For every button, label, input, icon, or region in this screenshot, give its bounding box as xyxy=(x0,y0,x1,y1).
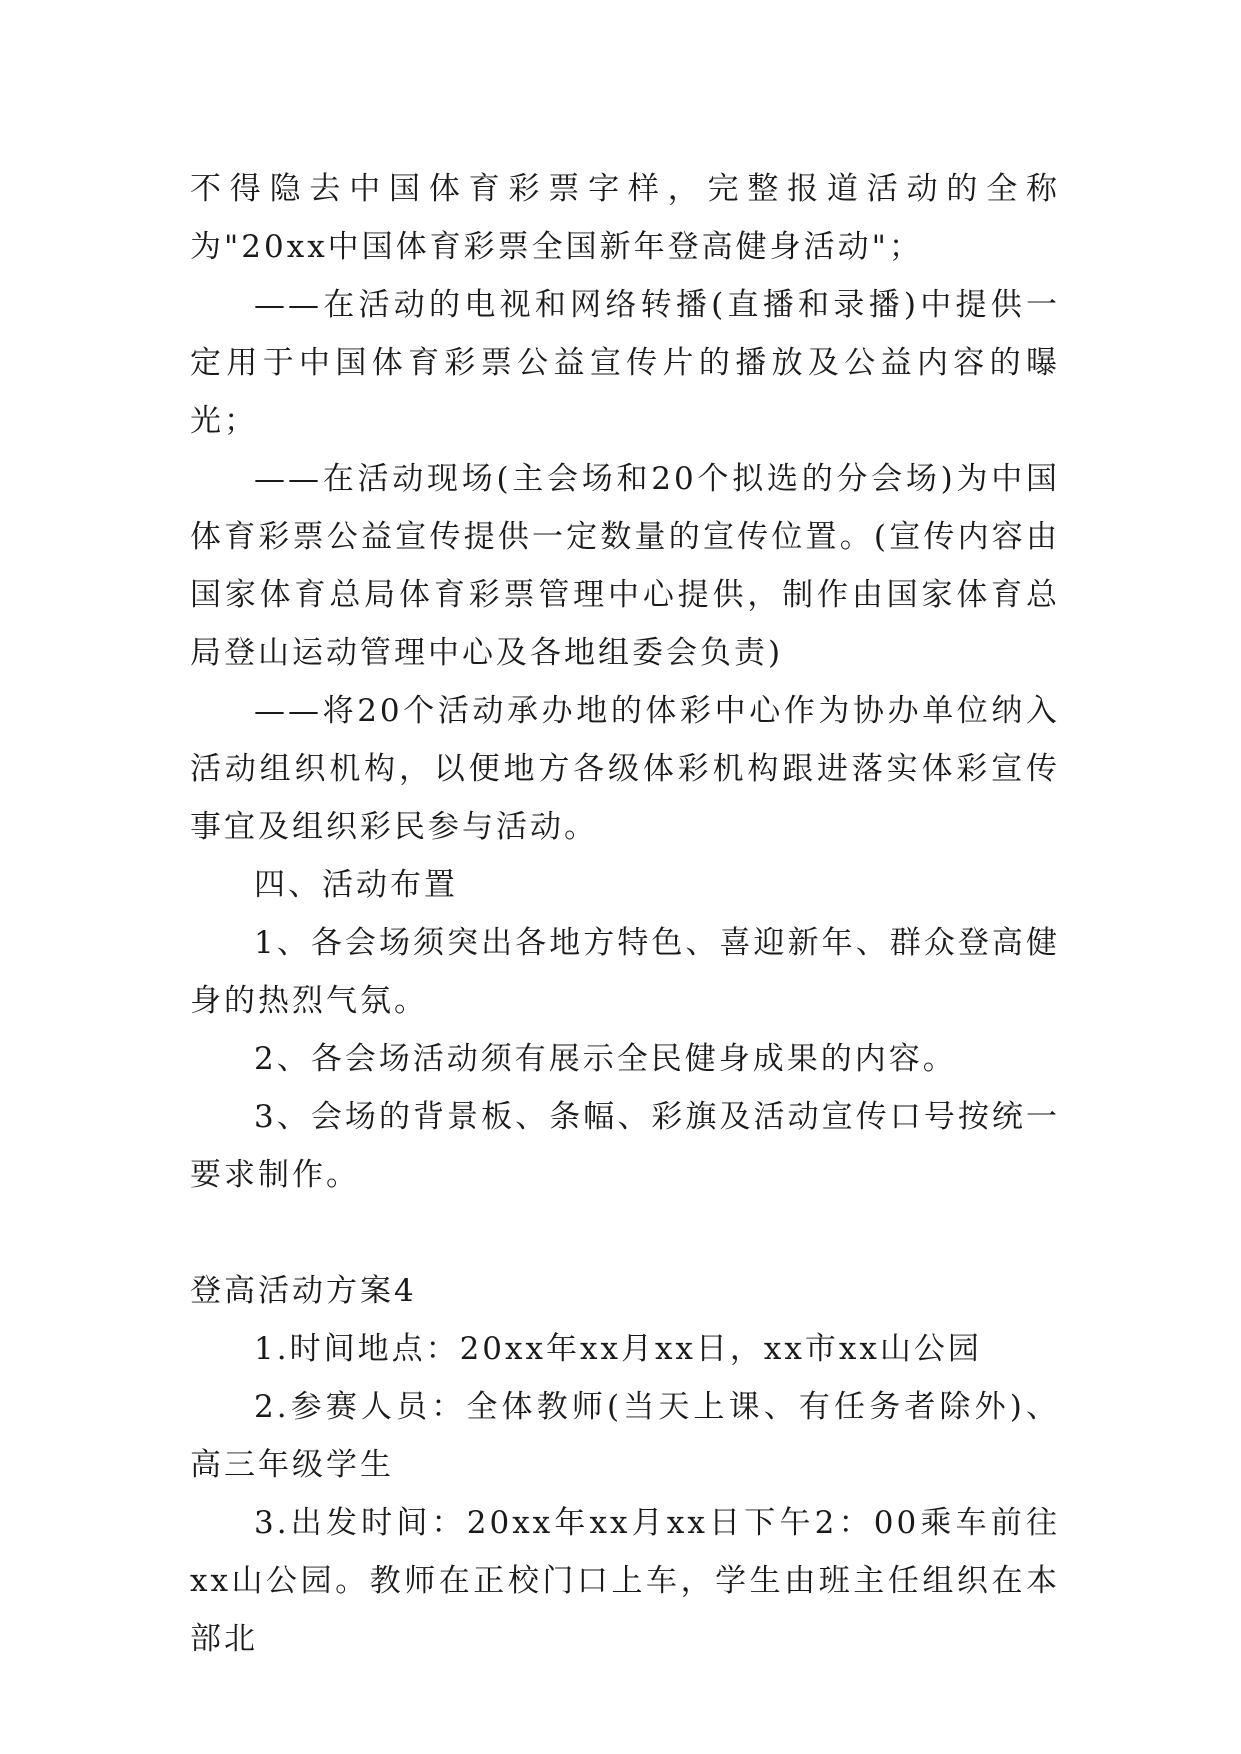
paragraph-continuation: 不得隐去中国体育彩票字样，完整报道活动的全称为"20xx中国体育彩票全国新年登高健身活动"； xyxy=(190,171,1060,265)
list-item-3: 3、会场的背景板、条幅、彩旗及活动宣传口号按统一要求制作。 xyxy=(190,1099,1060,1193)
section-spacer xyxy=(190,1204,1060,1262)
plan-item-time-place: 1.时间地点：20xx年xx月xx日，xx市xx山公园 xyxy=(254,1331,982,1367)
document-body xyxy=(190,160,1060,1668)
list-item-1: 1、各会场须突出各地方特色、喜迎新年、群众登高健身的热烈气氛。 xyxy=(190,925,1060,1019)
paragraph-venue-promotion: ——在活动现场(主会场和20个拟选的分会场)为中国体育彩票公益宣传提供一定数量的宣传位置。(宣传内容由国家体育总局体育彩票管理中心提供，制作由国家体育总局登山运动管理中心及各地组委会负责) xyxy=(190,461,1060,671)
paragraph-tv-broadcast: ——在活动的电视和网络转播(直播和录播)中提供一定用于中国体育彩票公益宣传片的播放及公益内容的曝光； xyxy=(190,287,1060,439)
plan-item-departure: 3.出发时间：20xx年xx月xx日下午2：00乘车前往xx山公园。教师在正校门口上车，学生由班主任组织在本部北 xyxy=(190,1505,1060,1657)
section-title: 登高活动方案4 xyxy=(190,1273,417,1309)
plan-item-participants: 2.参赛人员：全体教师(当天上课、有任务者除外)、高三年级学生 xyxy=(190,1389,1060,1483)
list-item-2: 2、各会场活动须有展示全民健身成果的内容。 xyxy=(254,1041,957,1077)
paragraph-co-organizer: ——将20个活动承办地的体彩中心作为协办单位纳入活动组织机构，以便地方各级体彩机构跟进落实体彩宣传事宜及组织彩民参与活动。 xyxy=(190,693,1060,845)
heading-activity-layout: 四、活动布置 xyxy=(254,867,458,903)
